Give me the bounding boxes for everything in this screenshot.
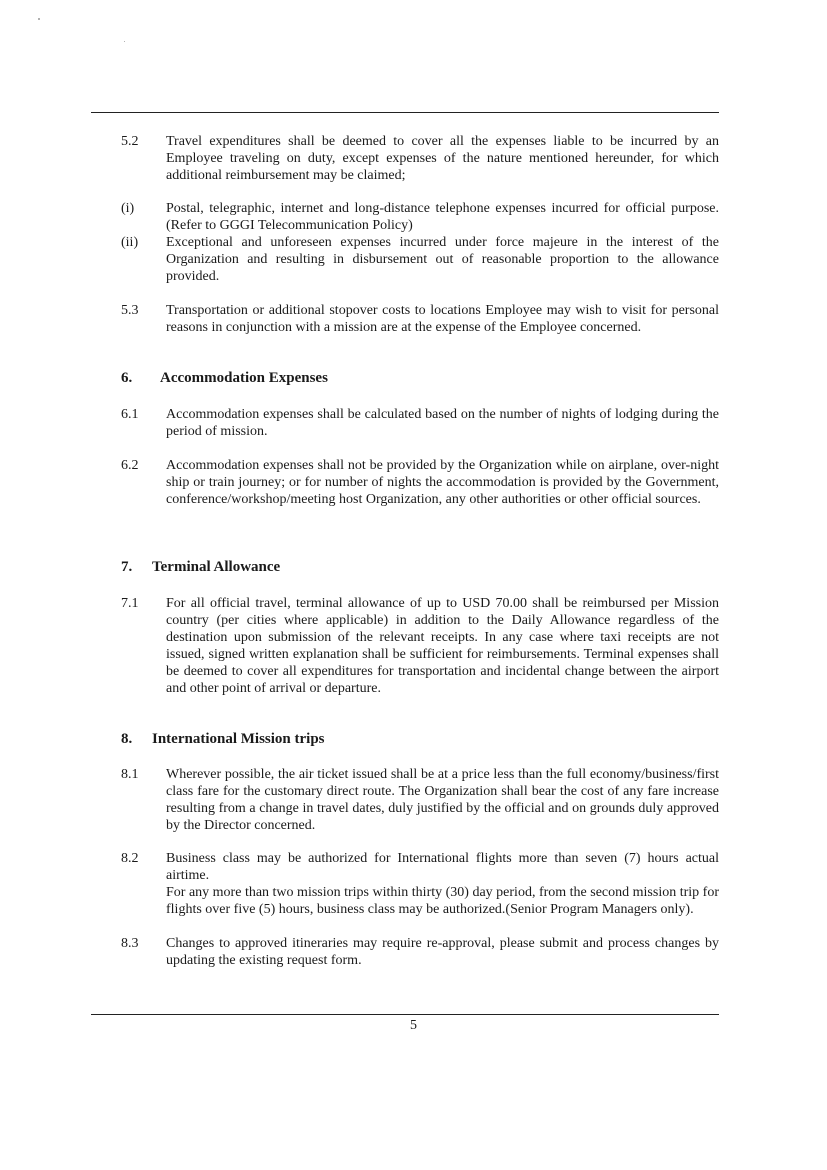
section-heading-7 [121, 558, 280, 576]
section-heading-6 [121, 369, 328, 387]
clause-text: Accommodation expenses shall be calculated based on the number of nights of lodging during the period of mission. [166, 407, 719, 439]
heading-number: 7. [121, 559, 133, 575]
heading-number: 8. [121, 731, 133, 747]
scan-speck [124, 41, 125, 42]
clause-number: 6.2 [121, 458, 139, 473]
clause-8-1 [121, 766, 719, 834]
heading-title: Accommodation Expenses [160, 370, 328, 386]
clause-5-3 [121, 302, 719, 336]
item-number: (i) [121, 201, 135, 216]
clause-number: 6.1 [121, 407, 139, 422]
clause-8-3 [121, 935, 719, 969]
heading-title: Terminal Allowance [152, 559, 281, 575]
section-heading-8 [121, 730, 325, 748]
clause-number: 7.1 [121, 596, 139, 611]
clause-text: Transportation or additional stopover costs to locations Employee may wish to visit for personal reasons in conjunction with a mission are at the expense of the Employee concerned. [166, 303, 719, 335]
clause-8-2 [121, 850, 719, 935]
clause-number: 8.2 [121, 851, 139, 866]
clause-6-2 [121, 457, 719, 525]
heading-number: 6. [121, 370, 133, 386]
clause-text-part-a: Business class may be authorized for International flights more than seven (7) hours actual airtime. [166, 851, 719, 883]
item-number: (ii) [121, 235, 139, 250]
clause-5-2 [121, 133, 719, 185]
clause-text: Accommodation expenses shall not be provided by the Organization while on airplane, over-night ship or train journey; or for number of nights the accommodation is provided by the Government, conference/workshop/meeting host Organization, any other authorities or other official sources. [166, 458, 719, 507]
clause-number: 8.1 [121, 767, 139, 782]
footer-rule [91, 1014, 719, 1015]
item-ii [121, 234, 719, 286]
clause-number: 5.3 [121, 303, 139, 318]
clause-text-part-b: For any more than two mission trips within thirty (30) day period, from the second mission trip for flights over five (5) hours, business class may be authorized.(Senior Program Managers only). [166, 885, 719, 917]
clause-7-1 [121, 595, 719, 697]
page-number: 5 [410, 1018, 417, 1033]
heading-title: International Mission trips [152, 731, 325, 747]
item-i [121, 200, 719, 234]
clause-number: 8.3 [121, 936, 139, 951]
clause-number: 5.2 [121, 134, 139, 149]
scan-speck [38, 18, 40, 20]
clause-text: For all official travel, terminal allowance of up to USD 70.00 shall be reimbursed per Mission country (per cities where applicable) in addition to the Daily Allowance regardless of the destination upon submission of the relevant receipts. In any case where taxi receipts are not issued, signed written explanation shall be sufficient for reimbursements. Terminal expenses shall be deemed to cover all expenditures for transportation and incidental change between the airport and other point of arrival or departure. [166, 596, 719, 696]
clause-text: Changes to approved itineraries may require re-approval, please submit and process changes by updating the existing request form. [166, 936, 719, 968]
item-text: Exceptional and unforeseen expenses incurred under force majeure in the interest of the Organization and resulting in disbursement out of reasonable proportion to the allowance provided. [166, 235, 719, 284]
clause-text [166, 850, 719, 918]
header-rule [91, 112, 719, 113]
item-text: Postal, telegraphic, internet and long-distance telephone expenses incurred for official purpose. (Refer to GGGI Telecommunication Policy) [166, 201, 719, 233]
clause-text: Wherever possible, the air ticket issued shall be at a price less than the full economy/business/first class fare for the customary direct route. The Organization shall bear the cost of any fare increase resulting from a change in travel dates, duly justified by the official and on grounds duly approved by the Director concerned. [166, 767, 719, 833]
clause-text: Travel expenditures shall be deemed to cover all the expenses liable to be incurred by an Employee traveling on duty, except expenses of the nature mentioned hereunder, for which additional reimbursement may be claimed; [166, 134, 719, 183]
clause-6-1 [121, 406, 719, 440]
